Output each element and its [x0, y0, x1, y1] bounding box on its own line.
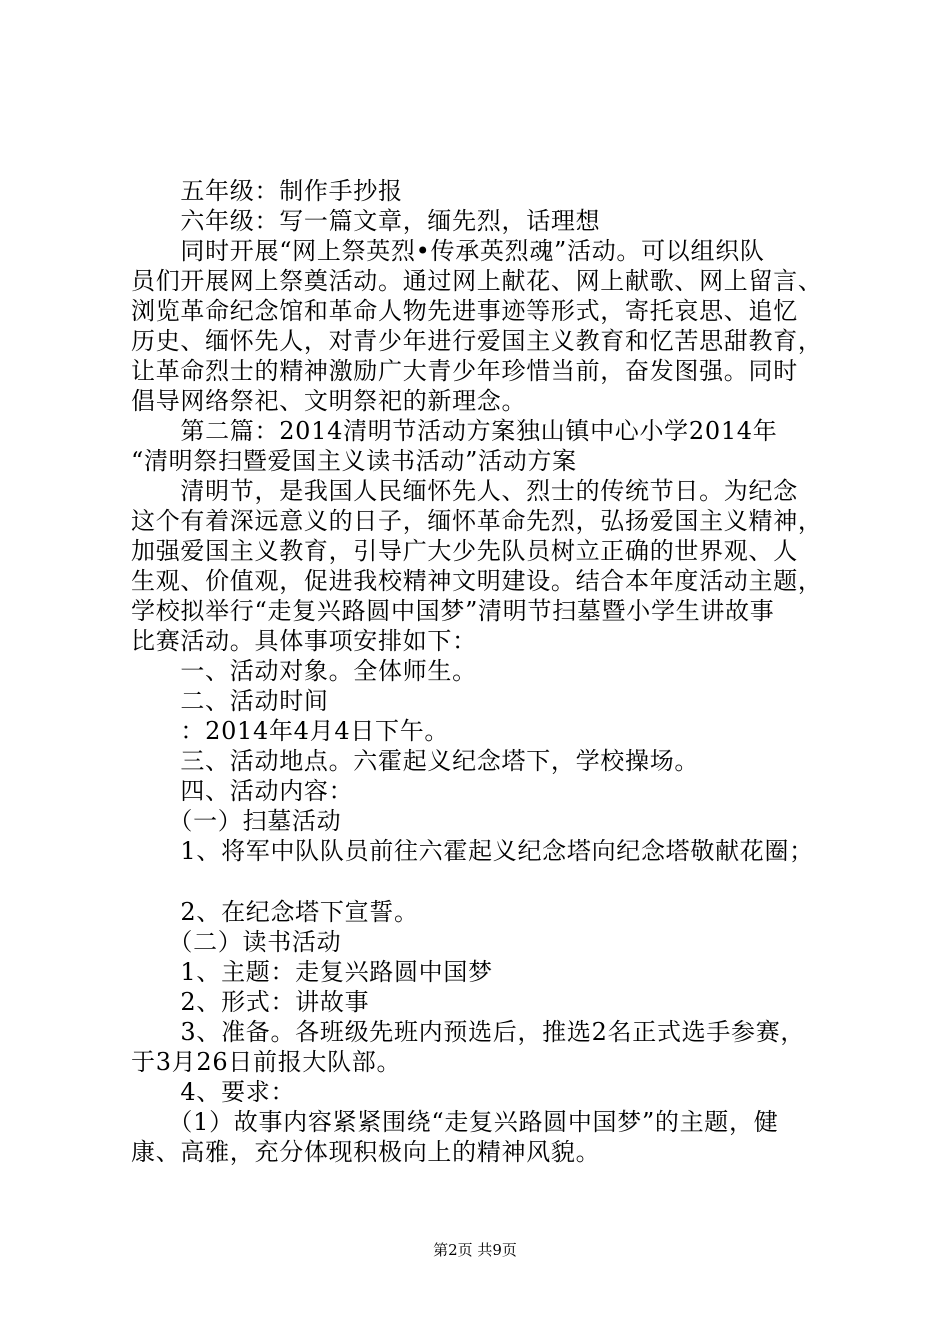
text-line: 1、主题：走复兴路圆中国梦 — [131, 958, 493, 986]
text-line: 二、活动时间 — [131, 687, 329, 715]
text-line: 同时开展“网上祭英烈•传承英烈魂”活动。可以组织队 — [131, 237, 765, 265]
text-line: 一、活动对象。全体师生。 — [131, 657, 477, 685]
text-line: 倡导网络祭祀、文明祭祀的新理念。 — [131, 387, 527, 415]
page-number-footer: 第2页 共9页 — [433, 1241, 517, 1259]
text-line: （1）故事内容紧紧围绕“走复兴路圆中国梦”的主题，健 — [131, 1108, 779, 1136]
text-line: 这个有着深远意义的日子，缅怀革命先烈，弘扬爱国主义精神， — [131, 507, 823, 535]
section-heading: “清明祭扫暨爱国主义读书活动”活动方案 — [131, 447, 577, 475]
text-line: ：2014年4月4日下午。 — [131, 717, 450, 745]
text-line: 比赛活动。具体事项安排如下： — [131, 627, 477, 655]
text-line: 3、准备。各班级先班内预选后，推选2名正式选手参赛， — [131, 1018, 806, 1046]
text-line: （二）读书活动 — [131, 928, 342, 956]
text-line: 让革命烈士的精神激励广大青少年珍惜当前，奋发图强。同时 — [131, 357, 798, 385]
text-line: 浏览革命纪念馆和革命人物先进事迹等形式，寄托哀思、追忆 — [131, 297, 798, 325]
text-line: 四、活动内容： — [131, 777, 354, 805]
text-line: 4、要求： — [131, 1078, 296, 1106]
text-line: 清明节，是我国人民缅怀先人、烈士的传统节日。为纪念 — [131, 477, 798, 505]
text-line: 三、活动地点。六霍起义纪念塔下，学校操场。 — [131, 747, 700, 775]
text-line: 六年级：写一篇文章，缅先烈，话理想 — [131, 207, 601, 235]
text-line: 员们开展网上祭奠活动。通过网上献花、网上献歌、网上留言、 — [131, 267, 823, 295]
text-line: 加强爱国主义教育，引导广大少先队员树立正确的世界观、人 — [131, 537, 798, 565]
text-line: 于3月26日前报大队部。 — [131, 1048, 402, 1076]
text-line: 生观、价值观，促进我校精神文明建设。结合本年度活动主题， — [131, 567, 823, 595]
text-line: 五年级：制作手抄报 — [131, 177, 403, 205]
text-line: 2、在纪念塔下宣誓。 — [131, 898, 419, 926]
text-line: 2、形式：讲故事 — [131, 988, 370, 1016]
text-line: 学校拟举行“走复兴路圆中国梦”清明节扫墓暨小学生讲故事 — [131, 597, 775, 625]
text-line: 历史、缅怀先人，对青少年进行爱国主义教育和忆苦思甜教育， — [131, 327, 823, 355]
text-line: （一）扫墓活动 — [131, 807, 342, 835]
text-line: 1、将军中队队员前往六霍起义纪念塔向纪念塔敬献花圈； — [131, 837, 814, 865]
text-line: 康、高雅，充分体现积极向上的精神风貌。 — [131, 1138, 601, 1166]
document-body — [131, 176, 831, 1167]
blank-line — [131, 866, 831, 897]
section-heading: 第二篇：2014清明节活动方案独山镇中心小学2014年 — [131, 417, 778, 445]
